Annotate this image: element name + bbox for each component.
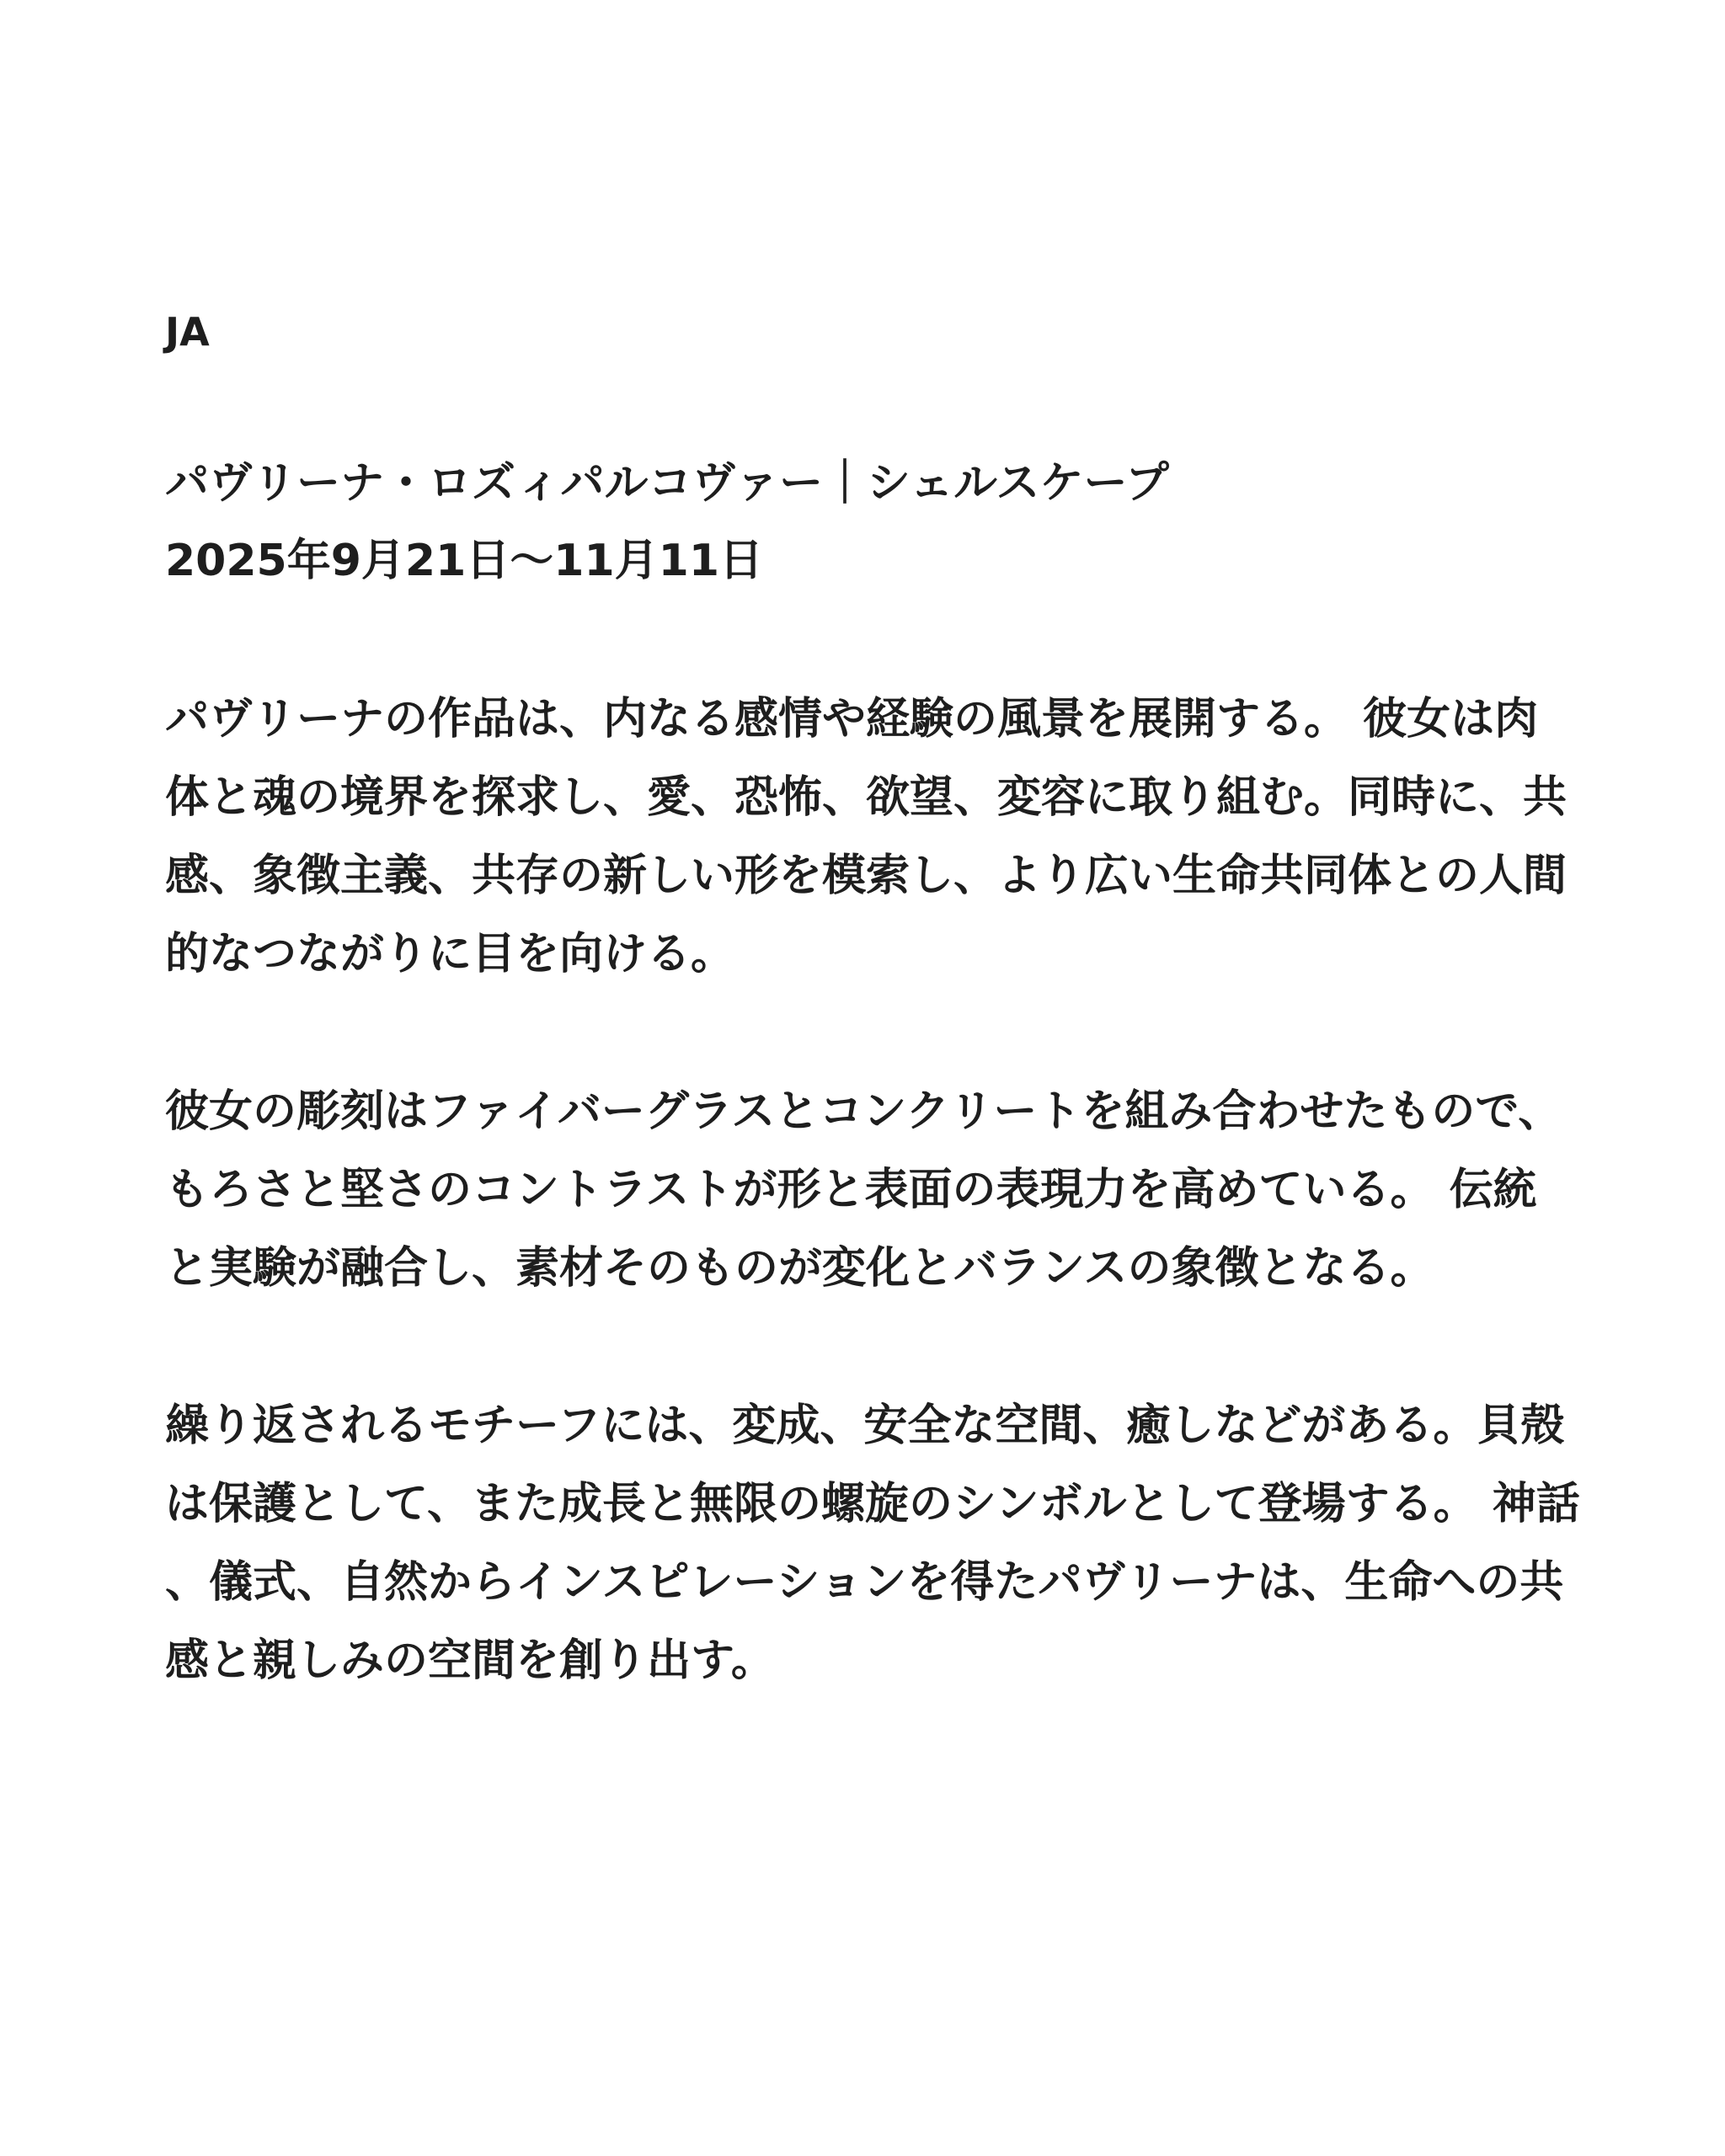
- paragraph-intro: パヴリーナの作品は、内なる感情や経験の風景を展開する。 彼女は肉体と魂の境界を探求し、愛、恐怖、欲望、変容に取り組む。同時に、共感、象徴主義、共存の新しい形を模索し、より広い生命共同体との人間的なつながりに目を向ける。: [165, 694, 1567, 979]
- text-content: [165, 303, 1580, 1700]
- paragraph-motifs: 繰り返されるモチーフには、変成、安全な空間、癒しなどがある。貝殻は保護として、また成長と無限の螺旋のシンボルとして登場する。 神話、儀式、自然からインスピレーションを得たパヴリーナは、生命への共感と親しみの空間を創り出す。: [165, 1401, 1580, 1686]
- exhibition-dates: 2025年9月21日〜11月11日: [165, 536, 763, 586]
- language-tag: JA: [165, 309, 210, 355]
- paragraph-sculpture: 彼女の彫刻はファイバーグラスとコンクリートを組み合わせたもので、もろさと堅さのコントラストが形と表面の表現力を高めている。 伝統と実験が融合し、素材そのものが変化とバランスの象徴となる。: [165, 1086, 1562, 1294]
- exhibition-title: パヴリーナ・ロズィパルコヴァー｜シェルスケープ: [165, 458, 1169, 509]
- exhibition-header: [165, 445, 1580, 600]
